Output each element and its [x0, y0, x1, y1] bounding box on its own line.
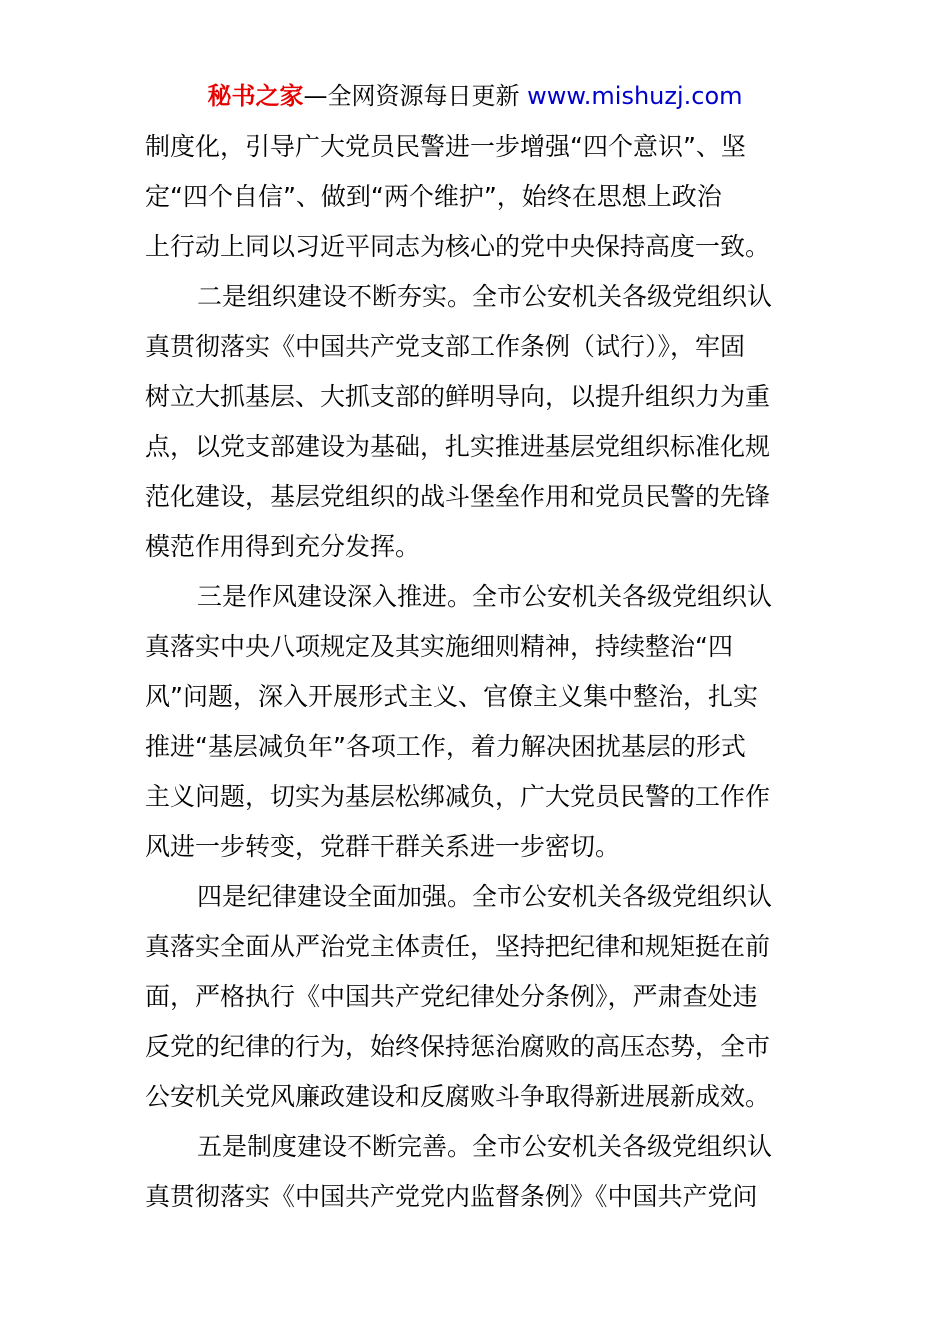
- text-line: 真贯彻落实《中国共产党支部工作条例（试行）》，牢固: [145, 332, 746, 361]
- paragraph-start-line: 四是纪律建设全面加强。全市公安机关各级党组织认: [197, 882, 773, 911]
- text-line: 真贯彻落实《中国共产党党内监督条例》《中国共产党问: [145, 1182, 758, 1211]
- text-line: 真落实全面从严治党主体责任，坚持把纪律和规矩挺在前: [145, 932, 771, 961]
- text-line: 模范作用得到充分发挥。: [145, 532, 421, 561]
- site-header: [0, 80, 950, 112]
- site-brand: 秘书之家: [207, 82, 304, 110]
- text-line: 树立大抓基层、大抓支部的鲜明导向，以提升组织力为重: [145, 382, 771, 411]
- site-tagline: —全网资源每日更新: [303, 82, 520, 110]
- text-line: 定“四个自信”、做到“两个维护”，始终在思想上政治: [145, 182, 722, 211]
- text-line: 范化建设，基层党组织的战斗堡垒作用和党员民警的先锋: [145, 482, 771, 511]
- text-line: 推进“基层减负年”各项工作，着力解决困扰基层的形式: [145, 732, 746, 761]
- text-line: 风进一步转变，党群干群关系进一步密切。: [145, 832, 621, 861]
- text-line: 反党的纪律的行为，始终保持惩治腐败的高压态势，全市: [145, 1032, 771, 1061]
- paragraph-start-line: 二是组织建设不断夯实。全市公安机关各级党组织认: [197, 282, 773, 311]
- text-line: 主义问题，切实为基层松绑减负，广大党员民警的工作作: [145, 782, 771, 811]
- document-body: [145, 122, 813, 1222]
- text-line: 真落实中央八项规定及其实施细则精神，持续整治“四: [145, 632, 733, 661]
- site-url-link[interactable]: www.mishuzj.com: [527, 82, 743, 110]
- paragraph-start-line: 五是制度建设不断完善。全市公安机关各级党组织认: [197, 1132, 773, 1161]
- paragraph-start-line: 三是作风建设深入推进。全市公安机关各级党组织认: [197, 582, 773, 611]
- text-line: 点，以党支部建设为基础，扎实推进基层党组织标准化规: [145, 432, 771, 461]
- text-line: 面，严格执行《中国共产党纪律处分条例》，严肃查处违: [145, 982, 758, 1011]
- text-line: 制度化，引导广大党员民警进一步增强“四个意识”、坚: [145, 132, 746, 161]
- text-line: 公安机关党风廉政建设和反腐败斗争取得新进展新成效。: [145, 1082, 771, 1111]
- text-line: 上行动上同以习近平同志为核心的党中央保持高度一致。: [145, 232, 771, 261]
- text-line: 风”问题，深入开展形式主义、官僚主义集中整治，扎实: [145, 682, 758, 711]
